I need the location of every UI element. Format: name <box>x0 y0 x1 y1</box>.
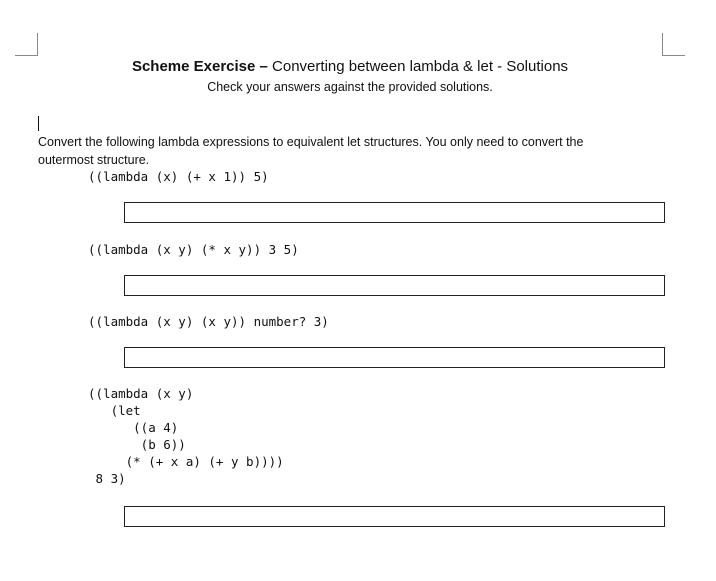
exercise-4-line-5: (* (+ x a) (+ y b)))) <box>88 454 284 469</box>
exercise-2-line-1: ((lambda (x y) (* x y)) 3 5) <box>88 242 299 257</box>
document-subtitle: Check your answers against the provided solutions. <box>207 80 493 94</box>
exercise-2-answer-field[interactable] <box>124 275 665 296</box>
instruction-line-1: Convert the following lambda expressions to equivalent let structures. You only need to convert the <box>38 135 584 149</box>
text-cursor <box>38 116 39 131</box>
exercise-4-line-1: ((lambda (x y) <box>88 386 194 401</box>
exercise-1-line-1: ((lambda (x) (+ x 1)) 5) <box>88 169 269 184</box>
exercise-3-code <box>88 313 329 330</box>
exercise-3-answer-field[interactable] <box>124 347 665 368</box>
exercise-1-answer-field[interactable] <box>124 202 665 223</box>
exercise-1-code <box>88 168 269 185</box>
exercise-4-line-6: 8 3) <box>88 471 126 486</box>
page-corner-mark-top-right <box>662 33 685 56</box>
exercise-4-line-3: ((a 4) <box>88 420 179 435</box>
document-title <box>0 58 700 75</box>
document-title-bold: Scheme Exercise – <box>131 58 268 75</box>
exercise-3-line-1: ((lambda (x y) (x y)) number? 3) <box>88 314 329 329</box>
exercise-4-answer-field[interactable] <box>124 506 665 527</box>
exercise-4-line-2: (let <box>88 403 141 418</box>
instruction-paragraph <box>38 133 678 169</box>
document-title-rest: Converting between lambda & let - Solutions <box>267 58 569 75</box>
instruction-line-2: outermost structure. <box>38 153 150 167</box>
exercise-2-code <box>88 241 299 258</box>
exercise-4-code <box>88 385 284 487</box>
exercise-4-line-4: (b 6)) <box>88 437 186 452</box>
page-corner-mark-top-left <box>15 33 38 56</box>
